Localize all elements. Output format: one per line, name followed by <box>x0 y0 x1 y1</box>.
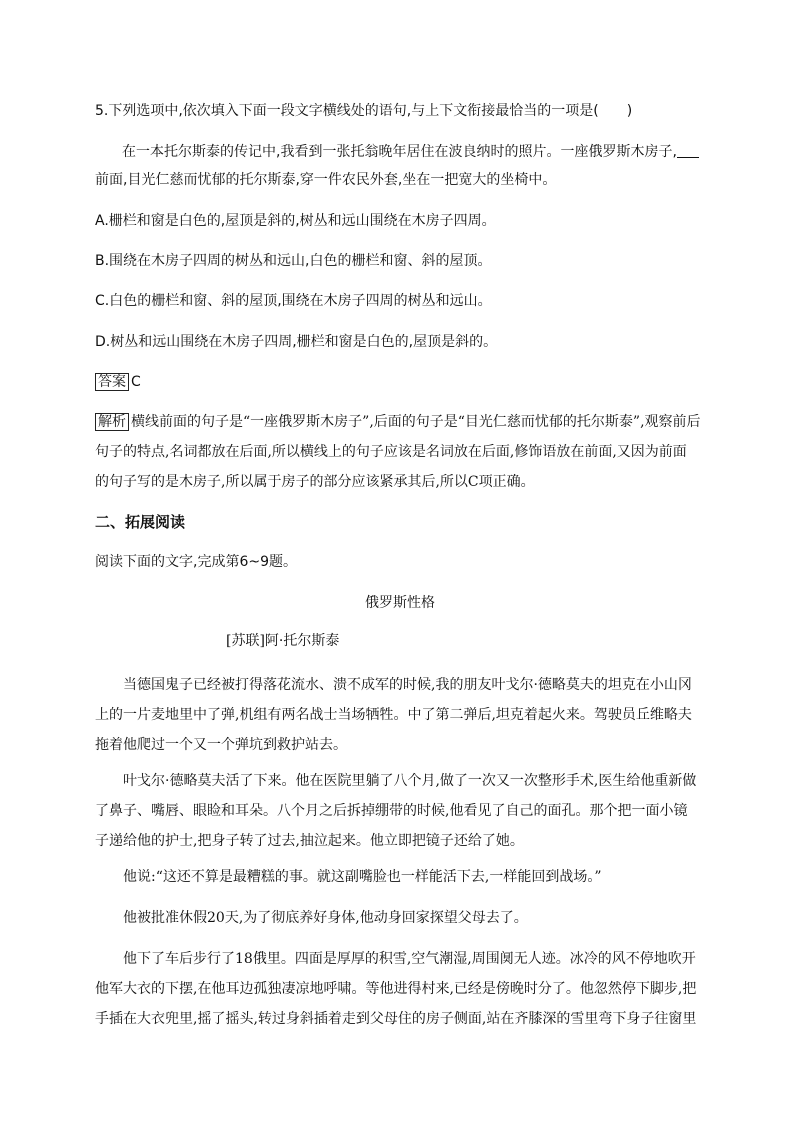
reading-instruction: 阅读下面的文字,完成第6~9题。 <box>95 554 297 570</box>
paragraph-1-line-3: 拖着他爬过一个又一个弹坑到救护站去。 <box>95 737 347 753</box>
question-stem: 5.下列选项中,依次填入下面一段文字横线处的语句,与上下文衔接最恰当的一项是( ) <box>95 103 633 119</box>
paragraph-3: 他说:“这还不算是最糟糕的事。就这副嘴脸也一样能活下去,一样能回到战场。” <box>123 869 602 885</box>
passage-line-2: 前面,目光仁慈而忧郁的托尔斯泰,穿一件农民外套,坐在一把宽大的坐椅中。 <box>95 172 557 188</box>
analysis-line-2: 句子的特点,名词都放在后面,所以横线上的句子应该是名词放在后面,修饰语放在前面,又因为前面 <box>95 444 687 460</box>
paragraph-1-line-2: 上的一片麦地里中了弹,机组有两名战士当场牺牲。中了第二弹后,坦克着起火来。驾驶员丘维略夫 <box>95 707 692 723</box>
paragraph-2-line-3: 子递给他的护士,把身子转了过去,抽泣起来。他立即把镜子还给了她。 <box>95 833 524 849</box>
paragraph-2-line-2: 了鼻子、嘴唇、眼睑和耳朵。八个月之后拆掉绷带的时候,他看见了自己的面孔。那个把一面小镜 <box>95 803 688 819</box>
passage-line-1 <box>122 142 705 162</box>
analysis-text-1: 横线前面的句子是“一座俄罗斯木房子”,后面的句子是“目光仁慈而忧郁的托尔斯泰”,观察前后 <box>131 414 701 430</box>
option-d: D.树丛和远山围绕在木房子四周,栅栏和窗是白色的,屋顶是斜的。 <box>95 334 498 350</box>
paragraph-4: 他被批准休假20天,为了彻底养好身体,他动身回家探望父母去了。 <box>123 910 528 926</box>
answer-label: 答案 <box>95 373 129 391</box>
option-a: A.栅栏和窗是白色的,屋顶是斜的,树丛和远山围绕在木房子四周。 <box>95 213 496 229</box>
option-c: C.白色的栅栏和窗、斜的屋顶,围绕在木房子四周的树丛和远山。 <box>95 293 492 309</box>
section-heading: 二、拓展阅读 <box>95 513 186 531</box>
passage-text-1: 在一本托尔斯泰的传记中,我看到一张托翁晚年居住在波良纳时的照片。一座俄罗斯木房子, <box>122 144 677 160</box>
paragraph-2-line-1: 叶戈尔·德略莫夫活了下来。他在医院里躺了八个月,做了一次又一次整形手术,医生给他重新做 <box>123 773 697 789</box>
analysis-label: 解析 <box>95 413 129 431</box>
paragraph-1-line-1: 当德国鬼子已经被打得落花流水、溃不成军的时候,我的朋友叶戈尔·德略莫夫的坦克在小山冈 <box>123 677 692 693</box>
paragraph-5-line-1: 他下了车后步行了18俄里。四面是厚厚的积雪,空气潮湿,周围阒无人迹。冰冷的风不停地吹开 <box>123 951 696 967</box>
analysis-line-3: 的句子写的是木房子,所以属于房子的部分应该紧承其后,所以C项正确。 <box>95 474 535 490</box>
paragraph-5-line-3: 手插在大衣兜里,摇了摇头,转过身斜插着走到父母住的房子侧面,站在齐膝深的雪里弯下身子往窗里 <box>95 1011 697 1027</box>
answer-value: C <box>131 374 141 390</box>
analysis-line-1 <box>95 412 705 432</box>
fill-in-blank <box>677 143 699 158</box>
article-title: 俄罗斯性格 <box>365 595 435 611</box>
article-author: [苏联]阿·托尔斯泰 <box>226 633 340 649</box>
answer-row <box>95 372 705 392</box>
option-b: B.围绕在木房子四周的树丛和远山,白色的栅栏和窗、斜的屋顶。 <box>95 253 492 269</box>
paragraph-5-line-2: 他军大衣的下摆,在他耳边孤独凄凉地呼啸。等他进得村来,已经是傍晚时分了。他忽然停下脚步,把 <box>95 981 697 997</box>
